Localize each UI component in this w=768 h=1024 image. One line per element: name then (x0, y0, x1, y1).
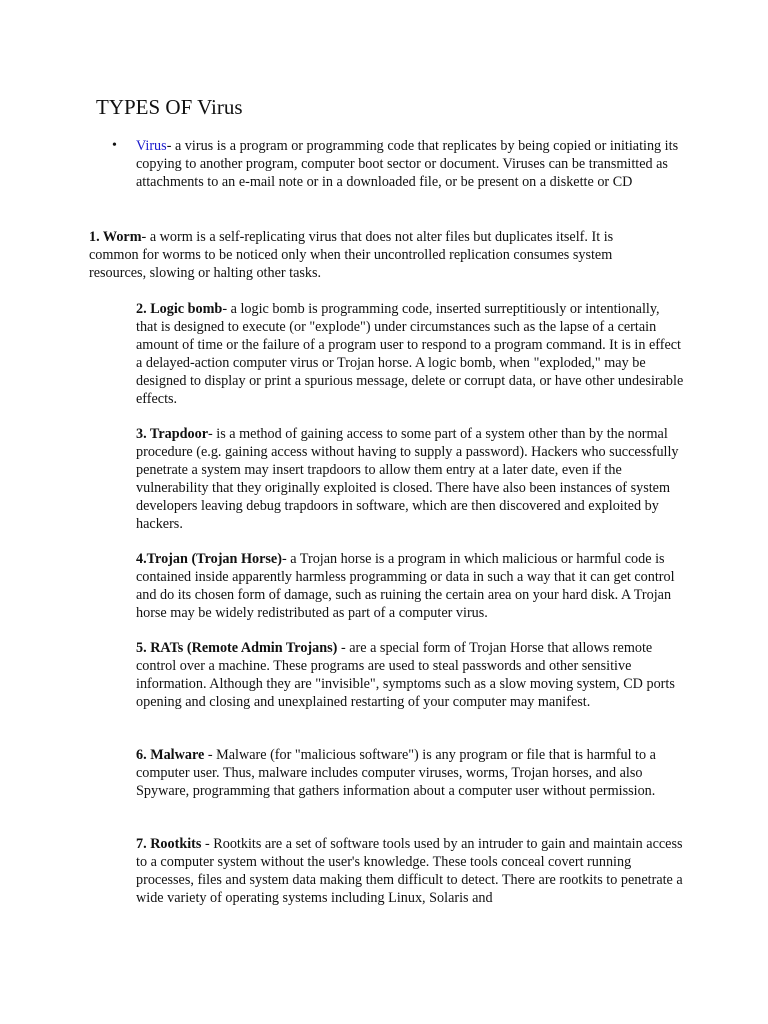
trojan-text: - a Trojan horse is a program in which malicious or harmful code is contained inside apparently harmless programming or data in such a way that it can get control and do its chosen form of damage, such as ruining the certain area on your hard disk. A Trojan horse may be widely redistributed as part of a computer virus. (136, 551, 675, 621)
malware-paragraph (136, 746, 684, 800)
worm-paragraph (89, 228, 659, 282)
rats-text: - are a special form of Trojan Horse that allows remote control over a machine. These programs are used to steal passwords and other sensitive information. Although they are "invisible", symptoms such as a slow moving system, CD ports opening and closing and unexplained restarting of your computer may manifest. (136, 640, 675, 710)
malware-term: 6. Malware (136, 747, 205, 763)
trapdoor-term: 3. Trapdoor (136, 426, 208, 442)
bullet-icon: • (112, 138, 117, 153)
rats-term: 5. RATs (Remote Admin Trojans) (136, 640, 338, 656)
worm-term: 1. Worm (89, 229, 142, 245)
rats-paragraph (136, 639, 684, 711)
virus-definition (136, 137, 684, 191)
trojan-term: 4.Trojan (Trojan Horse) (136, 551, 282, 567)
logic-bomb-term: 2. Logic bomb (136, 301, 223, 317)
rootkits-text: - Rootkits are a set of software tools used by an intruder to gain and maintain access to a computer system without the user's knowledge. These tools conceal covert running processes, files and system data making them difficult to detect. There are rootkits to penetrate a wide variety of operating systems including Linux, Solaris and (136, 836, 683, 906)
virus-definition-text: - a virus is a program or programming code that replicates by being copied or initiating its copying to another program, computer boot sector or document. Viruses can be transmitted as attachments to an e-mail note or in a downloaded file, or be present on a diskette or CD (136, 138, 679, 190)
worm-text: - a worm is a self-replicating virus that does not alter files but duplicates itself. It is common for worms to be noticed only when their uncontrolled replication consumes system resources, slowing or halting other tasks. (89, 229, 614, 281)
trojan-paragraph (136, 550, 684, 622)
page-title: TYPES OF Virus (96, 95, 243, 119)
trapdoor-paragraph (136, 425, 684, 533)
malware-text: - Malware (for "malicious software") is any program or file that is harmful to a computer user. Thus, malware includes computer viruses, worms, Trojan horses, and also Spyware, programming that gathers information about a computer user without permission. (136, 747, 656, 799)
virus-term-link[interactable]: Virus (136, 138, 167, 154)
rootkits-term: 7. Rootkits (136, 836, 202, 852)
logic-bomb-text: - a logic bomb is programming code, inserted surreptitiously or intentionally, that is designed to execute (or "explode") under circumstances such as the lapse of a certain amount of time or the failure of a program user to respond to a program command. It is in effect a delayed-action computer virus or Trojan horse. A logic bomb, when "exploded," may be designed to display or print a spurious message, delete or corrupt data, or have other undesirable effects. (136, 301, 684, 407)
logic-bomb-paragraph (136, 300, 684, 408)
rootkits-paragraph (136, 835, 684, 907)
trapdoor-text: - is a method of gaining access to some part of a system other than by the normal procedure (e.g. gaining access without having to supply a password). Hackers who successfully penetrate a system may insert trapdoors to allow them entry at a later date, even if the vulnerability that they originally exploited is closed. There have also been instances of system developers leaving debug trapdoors in software, which are then discovered and exploited by hackers. (136, 426, 679, 532)
